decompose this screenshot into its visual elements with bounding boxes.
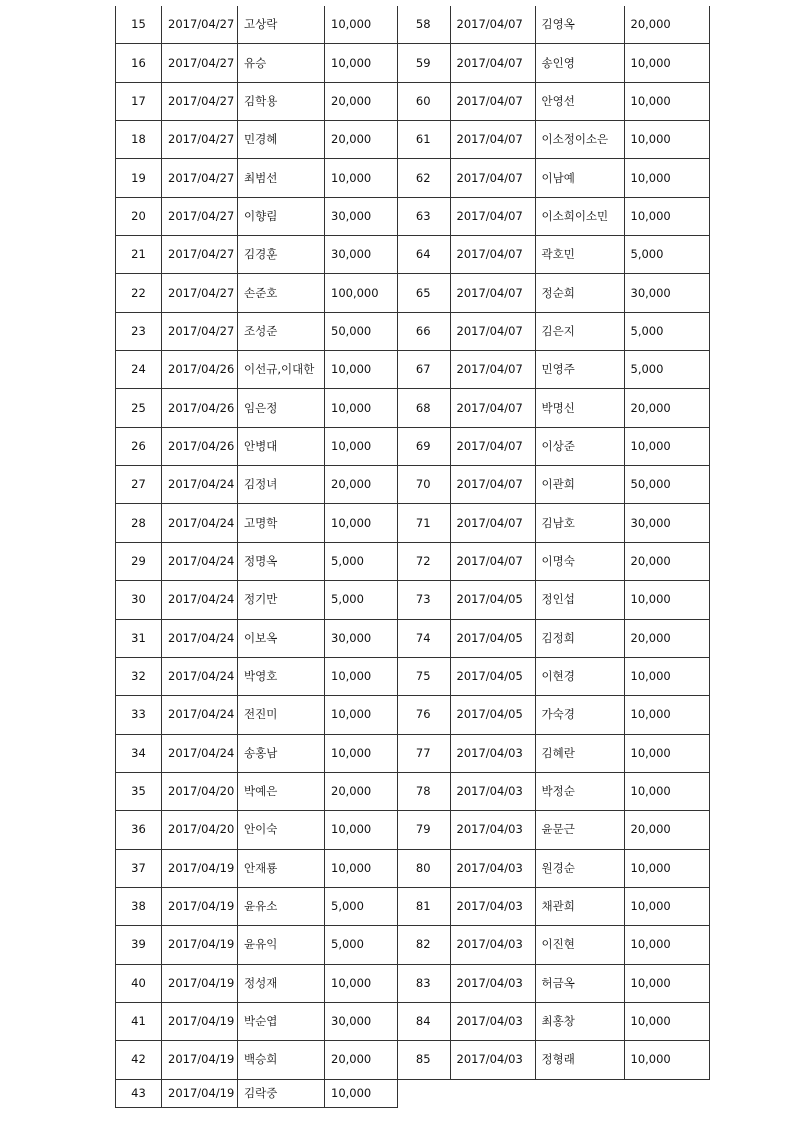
donor-name: 김경훈 [238, 236, 325, 274]
donation-amount: 50,000 [624, 466, 709, 504]
table-row [116, 121, 398, 159]
table-row [397, 657, 709, 695]
donation-amount: 30,000 [624, 504, 709, 542]
donor-name: 김정녀 [238, 466, 325, 504]
row-date: 2017/04/27 [162, 82, 238, 120]
donation-amount: 20,000 [325, 121, 398, 159]
row-number: 17 [116, 82, 162, 120]
donor-name: 김정희 [535, 619, 624, 657]
table-row [397, 159, 709, 197]
donation-amount: 10,000 [624, 887, 709, 925]
donation-amount: 5,000 [624, 236, 709, 274]
donation-amount: 10,000 [325, 849, 398, 887]
table-row [397, 389, 709, 427]
donor-name: 가숙경 [535, 696, 624, 734]
donation-amount: 10,000 [624, 82, 709, 120]
table-row [116, 1041, 398, 1079]
donor-name: 최홍창 [535, 1002, 624, 1040]
donor-name: 김영옥 [535, 6, 624, 44]
row-date: 2017/04/03 [450, 811, 535, 849]
table-row [397, 351, 709, 389]
table-row [397, 887, 709, 925]
row-number: 33 [116, 696, 162, 734]
row-date: 2017/04/07 [450, 6, 535, 44]
row-date: 2017/04/24 [162, 504, 238, 542]
table-row [397, 734, 709, 772]
row-date: 2017/04/24 [162, 581, 238, 619]
donor-name: 전진미 [238, 696, 325, 734]
row-number: 42 [116, 1041, 162, 1079]
table-row [397, 236, 709, 274]
row-date: 2017/04/27 [162, 159, 238, 197]
row-number: 40 [116, 964, 162, 1002]
table-row [397, 44, 709, 82]
row-date: 2017/04/27 [162, 312, 238, 350]
table-row [397, 619, 709, 657]
row-number: 18 [116, 121, 162, 159]
table-row [116, 849, 398, 887]
row-date: 2017/04/27 [162, 121, 238, 159]
table-row [397, 504, 709, 542]
donation-amount: 10,000 [325, 427, 398, 465]
row-date: 2017/04/07 [450, 466, 535, 504]
donor-name: 송홍남 [238, 734, 325, 772]
table-row [116, 159, 398, 197]
row-date: 2017/04/20 [162, 811, 238, 849]
donor-name: 민경혜 [238, 121, 325, 159]
row-number: 61 [397, 121, 450, 159]
donor-name: 안재룡 [238, 849, 325, 887]
donation-amount: 10,000 [325, 964, 398, 1002]
row-date: 2017/04/24 [162, 466, 238, 504]
row-number: 68 [397, 389, 450, 427]
row-date: 2017/04/03 [450, 1041, 535, 1079]
donor-name: 곽호민 [535, 236, 624, 274]
donor-name: 고상락 [238, 6, 325, 44]
donation-amount: 5,000 [624, 312, 709, 350]
donor-name: 정인섭 [535, 581, 624, 619]
row-number: 43 [116, 1079, 162, 1107]
donation-amount: 20,000 [624, 619, 709, 657]
row-number: 19 [116, 159, 162, 197]
table-row [397, 197, 709, 235]
row-number: 35 [116, 772, 162, 810]
donation-amount: 10,000 [624, 427, 709, 465]
row-date: 2017/04/07 [450, 312, 535, 350]
table-row [397, 121, 709, 159]
table-row [116, 734, 398, 772]
row-number: 16 [116, 44, 162, 82]
donor-name: 박영호 [238, 657, 325, 695]
donor-name: 박정순 [535, 772, 624, 810]
row-date: 2017/04/07 [450, 82, 535, 120]
row-date: 2017/04/07 [450, 504, 535, 542]
table-row [116, 82, 398, 120]
donor-name: 유승 [238, 44, 325, 82]
table-row [116, 926, 398, 964]
row-number: 80 [397, 849, 450, 887]
donor-name: 백승희 [238, 1041, 325, 1079]
donor-name: 이상준 [535, 427, 624, 465]
row-date: 2017/04/27 [162, 197, 238, 235]
row-number: 74 [397, 619, 450, 657]
row-date: 2017/04/03 [450, 1002, 535, 1040]
row-date: 2017/04/07 [450, 236, 535, 274]
donation-amount: 10,000 [325, 389, 398, 427]
row-number: 60 [397, 82, 450, 120]
table-row [397, 849, 709, 887]
row-date: 2017/04/07 [450, 121, 535, 159]
donation-amount: 10,000 [624, 581, 709, 619]
donation-amount: 10,000 [624, 734, 709, 772]
row-number: 26 [116, 427, 162, 465]
row-number: 82 [397, 926, 450, 964]
row-date: 2017/04/24 [162, 696, 238, 734]
donation-table-right [397, 6, 710, 1080]
row-number: 36 [116, 811, 162, 849]
table-row [397, 466, 709, 504]
donor-name: 이소희이소민 [535, 197, 624, 235]
donation-amount: 20,000 [325, 82, 398, 120]
row-date: 2017/04/03 [450, 772, 535, 810]
table-row [116, 504, 398, 542]
row-number: 34 [116, 734, 162, 772]
row-number: 22 [116, 274, 162, 312]
donor-name: 원경순 [535, 849, 624, 887]
table-row [116, 312, 398, 350]
row-date: 2017/04/26 [162, 427, 238, 465]
table-row [116, 581, 398, 619]
donor-name: 고명학 [238, 504, 325, 542]
donation-amount: 10,000 [624, 197, 709, 235]
row-number: 59 [397, 44, 450, 82]
donor-name: 윤유소 [238, 887, 325, 925]
donor-name: 김은지 [535, 312, 624, 350]
row-number: 79 [397, 811, 450, 849]
table-row [397, 1002, 709, 1040]
donation-amount: 10,000 [624, 1002, 709, 1040]
row-number: 72 [397, 542, 450, 580]
donor-name: 이명숙 [535, 542, 624, 580]
row-date: 2017/04/07 [450, 351, 535, 389]
table-row [116, 657, 398, 695]
row-date: 2017/04/03 [450, 734, 535, 772]
donation-amount: 5,000 [325, 581, 398, 619]
row-number: 29 [116, 542, 162, 580]
table-row [116, 887, 398, 925]
row-number: 73 [397, 581, 450, 619]
donor-name: 최범선 [238, 159, 325, 197]
donation-amount: 10,000 [624, 657, 709, 695]
donation-amount: 20,000 [325, 1041, 398, 1079]
donation-amount: 10,000 [624, 44, 709, 82]
donation-amount: 10,000 [325, 734, 398, 772]
row-number: 65 [397, 274, 450, 312]
row-date: 2017/04/24 [162, 542, 238, 580]
table-row [397, 581, 709, 619]
table-row [116, 6, 398, 44]
donor-name: 정명옥 [238, 542, 325, 580]
donor-name: 이남예 [535, 159, 624, 197]
row-number: 15 [116, 6, 162, 44]
table-row [397, 696, 709, 734]
row-number: 66 [397, 312, 450, 350]
donation-table-left [115, 6, 398, 1108]
table-row [397, 427, 709, 465]
donation-amount: 10,000 [325, 44, 398, 82]
donation-amount: 10,000 [624, 159, 709, 197]
row-number: 71 [397, 504, 450, 542]
row-date: 2017/04/07 [450, 159, 535, 197]
row-date: 2017/04/07 [450, 274, 535, 312]
table-row [116, 274, 398, 312]
table-row [116, 811, 398, 849]
donation-amount: 10,000 [624, 1041, 709, 1079]
donation-amount: 5,000 [325, 926, 398, 964]
row-date: 2017/04/19 [162, 887, 238, 925]
row-date: 2017/04/26 [162, 351, 238, 389]
row-number: 38 [116, 887, 162, 925]
row-number: 70 [397, 466, 450, 504]
row-date: 2017/04/05 [450, 619, 535, 657]
row-number: 78 [397, 772, 450, 810]
donor-name: 조성준 [238, 312, 325, 350]
row-number: 67 [397, 351, 450, 389]
table-row [397, 964, 709, 1002]
row-number: 31 [116, 619, 162, 657]
row-date: 2017/04/05 [450, 696, 535, 734]
row-number: 39 [116, 926, 162, 964]
donation-amount: 20,000 [624, 811, 709, 849]
table-row [397, 542, 709, 580]
donor-name: 정순희 [535, 274, 624, 312]
row-date: 2017/04/20 [162, 772, 238, 810]
row-number: 63 [397, 197, 450, 235]
donor-name: 이진현 [535, 926, 624, 964]
row-date: 2017/04/24 [162, 619, 238, 657]
donation-amount: 10,000 [325, 696, 398, 734]
donor-name: 정성재 [238, 964, 325, 1002]
row-number: 27 [116, 466, 162, 504]
donation-amount: 100,000 [325, 274, 398, 312]
row-number: 20 [116, 197, 162, 235]
donation-amount: 20,000 [325, 466, 398, 504]
row-date: 2017/04/27 [162, 44, 238, 82]
donation-amount: 5,000 [325, 887, 398, 925]
row-number: 83 [397, 964, 450, 1002]
donation-amount: 5,000 [624, 351, 709, 389]
row-date: 2017/04/24 [162, 734, 238, 772]
table-row [397, 6, 709, 44]
donation-amount: 10,000 [624, 696, 709, 734]
donor-name: 이보옥 [238, 619, 325, 657]
row-number: 28 [116, 504, 162, 542]
row-number: 23 [116, 312, 162, 350]
donor-name: 이소정이소은 [535, 121, 624, 159]
table-row [116, 44, 398, 82]
table-row [116, 696, 398, 734]
row-date: 2017/04/05 [450, 657, 535, 695]
donor-name: 김락중 [238, 1079, 325, 1107]
donation-amount: 10,000 [624, 849, 709, 887]
donation-amount: 20,000 [325, 772, 398, 810]
table-row [397, 312, 709, 350]
donation-amount: 30,000 [325, 1002, 398, 1040]
table-row [116, 772, 398, 810]
row-date: 2017/04/26 [162, 389, 238, 427]
table-row [116, 236, 398, 274]
row-date: 2017/04/27 [162, 236, 238, 274]
donation-amount: 20,000 [624, 6, 709, 44]
row-date: 2017/04/27 [162, 6, 238, 44]
donor-name: 윤유익 [238, 926, 325, 964]
table-row [116, 351, 398, 389]
row-date: 2017/04/07 [450, 389, 535, 427]
donation-amount: 20,000 [624, 389, 709, 427]
donor-name: 박명신 [535, 389, 624, 427]
donor-name: 정형래 [535, 1041, 624, 1079]
donor-name: 박순엽 [238, 1002, 325, 1040]
row-date: 2017/04/19 [162, 1002, 238, 1040]
table-row [397, 772, 709, 810]
donation-amount: 30,000 [325, 197, 398, 235]
table-row [116, 389, 398, 427]
row-date: 2017/04/07 [450, 197, 535, 235]
row-number: 41 [116, 1002, 162, 1040]
row-date: 2017/04/27 [162, 274, 238, 312]
row-date: 2017/04/05 [450, 581, 535, 619]
donation-amount: 20,000 [624, 542, 709, 580]
donor-name: 임은정 [238, 389, 325, 427]
row-number: 85 [397, 1041, 450, 1079]
row-number: 21 [116, 236, 162, 274]
donor-name: 안영선 [535, 82, 624, 120]
row-date: 2017/04/19 [162, 1079, 238, 1107]
table-row [397, 1041, 709, 1079]
row-date: 2017/04/03 [450, 926, 535, 964]
row-date: 2017/04/03 [450, 964, 535, 1002]
row-date: 2017/04/19 [162, 964, 238, 1002]
donor-name: 허금옥 [535, 964, 624, 1002]
row-date: 2017/04/19 [162, 849, 238, 887]
donation-amount: 30,000 [325, 236, 398, 274]
donation-amount: 10,000 [325, 159, 398, 197]
table-row [397, 82, 709, 120]
donation-amount: 10,000 [325, 811, 398, 849]
table-row [116, 1002, 398, 1040]
donation-amount: 10,000 [325, 657, 398, 695]
donor-name: 정기만 [238, 581, 325, 619]
donor-name: 안병대 [238, 427, 325, 465]
donor-name: 윤문근 [535, 811, 624, 849]
donor-name: 김학용 [238, 82, 325, 120]
donor-name: 채관희 [535, 887, 624, 925]
donation-amount: 10,000 [624, 964, 709, 1002]
row-date: 2017/04/07 [450, 427, 535, 465]
row-number: 58 [397, 6, 450, 44]
row-number: 76 [397, 696, 450, 734]
table-row [116, 427, 398, 465]
table-row [116, 542, 398, 580]
donation-amount: 30,000 [624, 274, 709, 312]
donation-amount: 10,000 [624, 772, 709, 810]
table-row [397, 811, 709, 849]
donor-name: 김혜란 [535, 734, 624, 772]
donor-name: 이향림 [238, 197, 325, 235]
table-row [116, 1079, 398, 1107]
row-number: 69 [397, 427, 450, 465]
donor-name: 이선규,이대한 [238, 351, 325, 389]
row-number: 37 [116, 849, 162, 887]
donation-amount: 5,000 [325, 542, 398, 580]
donor-name: 이관희 [535, 466, 624, 504]
donor-name: 민영주 [535, 351, 624, 389]
row-date: 2017/04/07 [450, 542, 535, 580]
row-number: 64 [397, 236, 450, 274]
row-number: 25 [116, 389, 162, 427]
row-date: 2017/04/24 [162, 657, 238, 695]
row-number: 32 [116, 657, 162, 695]
row-number: 30 [116, 581, 162, 619]
row-number: 62 [397, 159, 450, 197]
donation-amount: 10,000 [325, 504, 398, 542]
donation-amount: 50,000 [325, 312, 398, 350]
row-number: 84 [397, 1002, 450, 1040]
row-date: 2017/04/03 [450, 849, 535, 887]
row-number: 75 [397, 657, 450, 695]
donor-name: 김남호 [535, 504, 624, 542]
donor-name: 안이숙 [238, 811, 325, 849]
donation-amount: 10,000 [325, 1079, 398, 1107]
row-date: 2017/04/03 [450, 887, 535, 925]
table-row [116, 619, 398, 657]
donation-amount: 10,000 [325, 351, 398, 389]
table-row [116, 197, 398, 235]
row-date: 2017/04/19 [162, 926, 238, 964]
donor-name: 손준호 [238, 274, 325, 312]
donation-amount: 10,000 [624, 926, 709, 964]
row-number: 24 [116, 351, 162, 389]
donation-amount: 10,000 [624, 121, 709, 159]
row-number: 77 [397, 734, 450, 772]
donation-amount: 10,000 [325, 6, 398, 44]
donation-amount: 30,000 [325, 619, 398, 657]
table-row [397, 926, 709, 964]
table-row [397, 274, 709, 312]
table-row [116, 466, 398, 504]
donor-name: 이현경 [535, 657, 624, 695]
donor-name: 송인영 [535, 44, 624, 82]
row-date: 2017/04/07 [450, 44, 535, 82]
row-number: 81 [397, 887, 450, 925]
row-date: 2017/04/19 [162, 1041, 238, 1079]
table-row [116, 964, 398, 1002]
donor-name: 박예은 [238, 772, 325, 810]
